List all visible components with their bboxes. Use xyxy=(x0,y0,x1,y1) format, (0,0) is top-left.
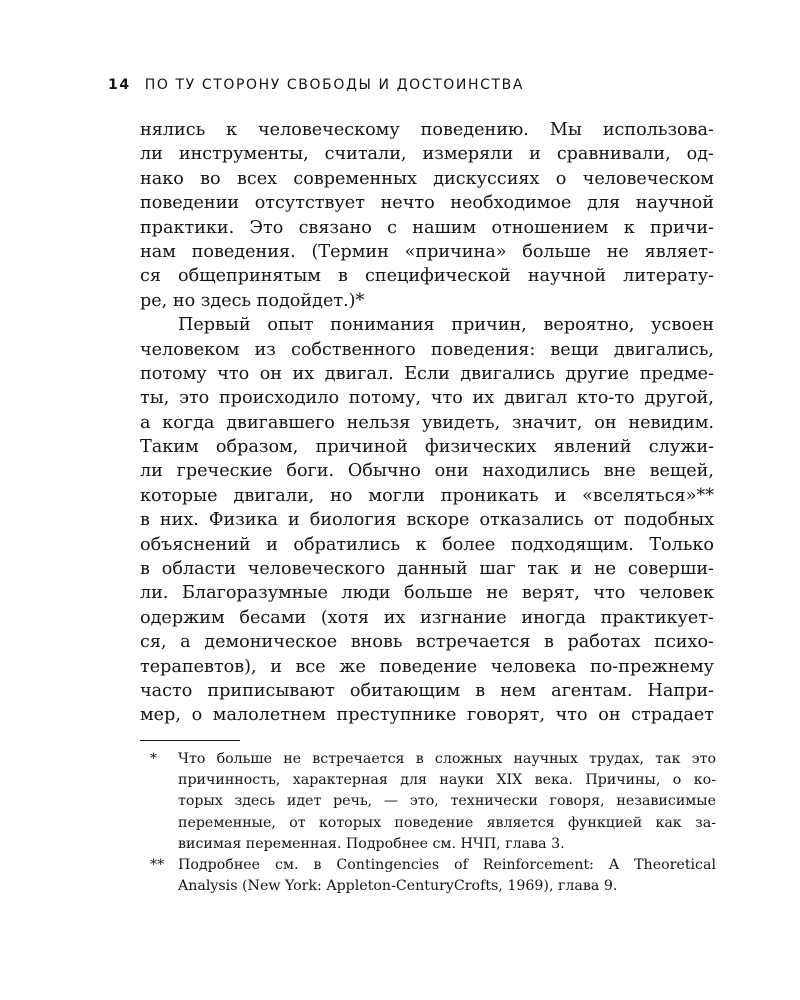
text-line: которые двигали, но могли проникать и «вселяться»** xyxy=(140,485,714,506)
text-line: в них. Физика и биология вскоре отказались от подобных xyxy=(140,510,714,531)
footnote-line: переменные, от которых поведение является функцией как за- xyxy=(178,814,716,831)
book-title: ПО ТУ СТОРОНУ СВОБОДЫ И ДОСТОИНСТВА xyxy=(144,77,525,93)
text-line: мер, о малолетнем преступнике говорят, что он страдает xyxy=(140,705,714,726)
page-number: 14 xyxy=(108,77,131,93)
text-line: ся общепринятым в специфической научной литерату- xyxy=(140,266,714,287)
text-line: человеком из собственного поведения: вещи двигались, xyxy=(140,339,714,360)
footnote-line xyxy=(150,749,716,770)
text-line: объяснений и обратились к более подходящим. Только xyxy=(140,534,714,555)
footnote-text: Подробнее см. в Contingencies of Reinforcement: A Theoretical xyxy=(178,856,716,873)
text-line: часто приписывают обитающим в нем агентам. Напри- xyxy=(140,680,714,701)
text-line: Первый опыт понимания причин, вероятно, усвоен xyxy=(178,315,714,336)
text-line: ре, но здесь подойдет.)* xyxy=(140,290,365,311)
text-line: ся, а демоническое вновь встречается в работах психо- xyxy=(140,632,714,653)
text-line: ли греческие боги. Обычно они находились вне вещей, xyxy=(140,461,714,482)
footnote-marker: ** xyxy=(150,856,165,873)
text-line: потому что он их двигал. Если двигались другие предме- xyxy=(140,363,714,384)
running-head xyxy=(108,77,524,93)
text-line: ты, это происходило потому, что их двигал кто-то другой, xyxy=(140,388,714,409)
footnote-marker: * xyxy=(150,751,158,767)
text-line: поведении отсутствует нечто необходимое для научной xyxy=(140,193,714,214)
footnote-line: висимая переменная. Подробнее см. НЧП, глава 3. xyxy=(178,835,565,852)
text-line: нам поведения. (Термин «причина» больше не являет- xyxy=(140,241,714,262)
footnote-divider xyxy=(140,740,240,741)
text-line: практики. Это связано с нашим отношением к причи- xyxy=(140,217,714,238)
text-line: ли инструменты, считали, измеряли и сравнивали, од- xyxy=(140,144,714,165)
body-text xyxy=(140,118,714,728)
footnotes xyxy=(150,749,716,897)
footnote-2 xyxy=(150,855,716,897)
text-line: а когда двигавшего нельзя увидеть, значит, он невидим. xyxy=(140,412,714,433)
footnote-text: Что больше не встречается в сложных научных трудах, так это xyxy=(178,751,716,767)
text-line: одержим бесами (хотя их изгнание иногда практикует- xyxy=(140,607,714,628)
footnote-line: Analysis (New York: Appleton-CenturyCrofts, 1969), глава 9. xyxy=(178,878,618,895)
text-line: нялись к человеческому поведению. Мы использова- xyxy=(140,120,714,140)
footnote-line: причинность, характерная для науки XIX века. Причины, о ко- xyxy=(178,772,716,789)
text-line: терапевтов), и все же поведение человека по-прежнему xyxy=(140,656,714,677)
text-line: нако во всех современных дискуссиях о человеческом xyxy=(140,168,714,189)
footnote-line: торых здесь идет речь, — это, технически говоря, независимые xyxy=(178,793,716,810)
text-line: Таким образом, причиной физических явлений служи- xyxy=(140,437,714,458)
text-line: в области человеческого данный шаг так и не соверши- xyxy=(140,559,714,580)
text-line: ли. Благоразумные люди больше не верят, что человек xyxy=(140,583,714,604)
footnote-line xyxy=(150,855,716,876)
footnote-1 xyxy=(150,749,716,855)
